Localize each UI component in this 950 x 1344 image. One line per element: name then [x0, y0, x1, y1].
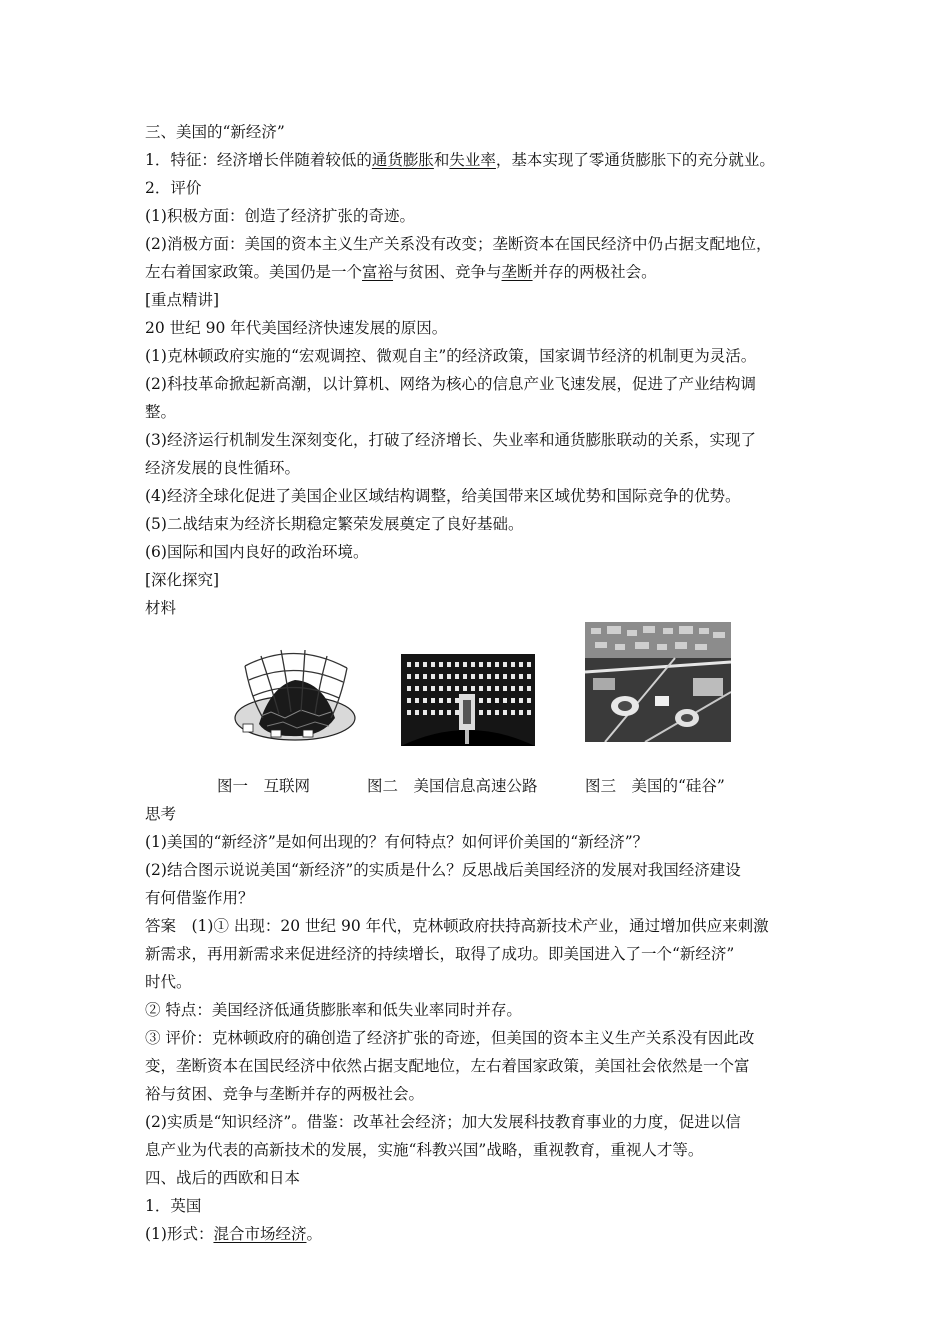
- explore-heading: [深化探究]: [145, 571, 220, 589]
- figures-row: [145, 622, 817, 772]
- material-label: 材料: [145, 599, 177, 617]
- internet-globe-image: [231, 646, 359, 742]
- reason-3-line-1: (3)经济运行机制发生深刻变化，打破了经济增长、失业率和通货膨胀联动的关系，实现了: [145, 431, 756, 449]
- reason-3-line-2: 经济发展的良性循环。: [145, 459, 301, 477]
- section-4-heading: 四、战后的西欧和日本: [145, 1169, 301, 1187]
- question-2-line-1: (2)结合图示说说美国“新经济”的实质是什么？反思战后美国经济的发展对我国经济建设: [145, 861, 741, 879]
- feature-prefix: 1．特征：经济增长伴随着较低的: [145, 151, 372, 169]
- term-mixed-market-economy: 混合市场经济: [213, 1225, 307, 1243]
- term-inflation: 通货膨胀: [371, 151, 434, 169]
- reason-2-line-1: (2)科技革命掀起新高潮，以计算机、网络为核心的信息产业飞速发展，促进了产业结构调: [145, 375, 756, 393]
- silicon-valley-aerial-image: [585, 622, 731, 742]
- positive-aspect: (1)积极方面：创造了经济扩张的奇迹。: [145, 207, 415, 225]
- negative-prefix: 左右着国家政策。美国仍是一个: [145, 263, 363, 281]
- focus-heading: [重点精讲]: [145, 291, 220, 309]
- answer-evaluation-line-3: 裕与贫困、竞争与垄断并存的两极社会。: [145, 1085, 425, 1103]
- document-page: [145, 118, 817, 1248]
- feature-suffix: ，基本实现了零通货膨胀下的充分就业。: [495, 151, 775, 169]
- feature-mid: 和: [433, 151, 450, 169]
- figure-2-caption: 图二 美国信息高速公路: [367, 777, 538, 795]
- answer-evaluation-line-2: 变，垄断资本在国民经济中依然占据支配地位，左右着国家政策，美国社会依然是一个富: [145, 1057, 750, 1075]
- figure-1-caption: 图一 互联网: [217, 777, 311, 795]
- question-2-line-2: 有何借鉴作用？: [145, 889, 254, 907]
- negative-mid: 与贫困、竞争与: [393, 263, 502, 281]
- uk-heading: 1．英国: [145, 1197, 202, 1215]
- reasons-intro: 20 世纪 90 年代美国经济快速发展的原因。: [145, 319, 448, 337]
- term-monopoly: 垄断: [501, 263, 533, 281]
- figure-captions: [145, 772, 817, 800]
- term-wealth: 富裕: [362, 263, 394, 281]
- information-highway-image: [401, 654, 535, 746]
- section-3-heading: 三、美国的“新经济”: [145, 123, 285, 141]
- answer-line-2: 新需求，再用新需求来促进经济的持续增长，取得了成功。即美国进入了一个“新经济”: [145, 945, 735, 963]
- reason-4: (4)经济全球化促进了美国企业区域结构调整，给美国带来区域优势和国际竞争的优势。: [145, 487, 741, 505]
- answer-feature: ② 特点：美国经济低通货膨胀率和低失业率同时并存。: [145, 1001, 522, 1019]
- negative-aspect-line-1: (2)消极方面：美国的资本主义生产关系没有改变；垄断资本在国民经济中仍占据支配地位，: [145, 235, 772, 253]
- reason-1: (1)克林顿政府实施的“宏观调控、微观自主”的经济政策，国家调节经济的机制更为灵活。: [145, 347, 757, 365]
- question-1: (1)美国的“新经济”是如何出现的？有何特点？如何评价美国的“新经济”？: [145, 833, 649, 851]
- negative-aspect-line-2: [145, 258, 817, 286]
- form-prefix: (1)形式：: [145, 1225, 214, 1243]
- answer-2-line-1: (2)实质是“知识经济”。借鉴：改革社会经济；加大发展科技教育事业的力度，促进以信: [145, 1113, 741, 1131]
- form-suffix: 。: [306, 1225, 322, 1243]
- answer-evaluation-line-1: ③ 评价：克林顿政府的确创造了经济扩张的奇迹，但美国的资本主义生产关系没有因此改: [145, 1029, 755, 1047]
- reason-5: (5)二战结束为经济长期稳定繁荣发展奠定了良好基础。: [145, 515, 524, 533]
- answer-line-1: 答案 (1)① 出现：20 世纪 90 年代，克林顿政府扶持高新技术产业，通过增加供应来刺激: [145, 917, 769, 935]
- figure-3-caption: 图三 美国的“硅谷”: [585, 777, 725, 795]
- evaluation-heading: 2．评价: [145, 179, 202, 197]
- think-label: 思考: [145, 805, 177, 823]
- answer-line-3: 时代。: [145, 973, 192, 991]
- reason-6: (6)国际和国内良好的政治环境。: [145, 543, 369, 561]
- answer-2-line-2: 息产业为代表的高新技术的发展，实施“科教兴国”战略，重视教育，重视人才等。: [145, 1141, 704, 1159]
- term-unemployment: 失业率: [449, 151, 496, 169]
- reason-2-line-2: 整。: [145, 403, 177, 421]
- feature-line: [145, 146, 817, 174]
- form-line: [145, 1220, 817, 1248]
- negative-suffix: 并存的两极社会。: [532, 263, 657, 281]
